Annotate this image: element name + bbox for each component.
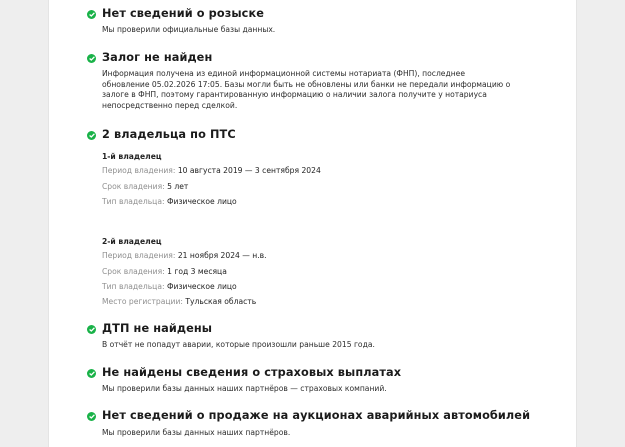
pledge-text — [102, 69, 522, 111]
pledge-title: Залог не найден — [102, 51, 213, 64]
field-value: 5 лет — [167, 182, 189, 191]
field-value: Физическое лицо — [167, 282, 237, 291]
check-circle-icon — [87, 325, 96, 334]
pledge-text-line: Информация получена из единой информационной системы нотариата (ФНП), последнее — [102, 69, 466, 78]
owner2-heading: 2-й владелец — [102, 237, 162, 246]
owner2-term — [102, 267, 227, 276]
pledge-text-line: залоге в ФНП, поэтому гарантированную информацию о наличии залога получите у нотариуса — [102, 90, 487, 99]
wanted-text: Мы проверили официальные базы данных. — [102, 25, 276, 34]
field-label: Период владения: — [102, 166, 176, 175]
owner2-registration — [102, 297, 256, 306]
field-label: Срок владения: — [102, 182, 165, 191]
auctions-text: Мы проверили базы данных наших партнёров. — [102, 428, 291, 437]
field-value: Тульская область — [185, 297, 257, 306]
owner2-type — [102, 282, 237, 291]
insurance-title: Не найдены сведения о страховых выплатах — [102, 366, 402, 379]
field-label: Срок владения: — [102, 267, 165, 276]
auctions-title: Нет сведений о продаже на аукционах аварийных автомобилей — [102, 409, 531, 422]
owner1-term — [102, 182, 188, 191]
field-label: Место регистрации: — [102, 297, 183, 306]
field-value: 21 ноября 2024 — н.в. — [177, 251, 267, 260]
report-card — [48, 0, 577, 447]
owner2-period — [102, 251, 267, 260]
check-circle-icon — [87, 54, 96, 63]
field-value: Физическое лицо — [167, 197, 237, 206]
field-label: Тип владельца: — [102, 282, 165, 291]
field-value: 10 августа 2019 — 3 сентября 2024 — [177, 166, 321, 175]
wanted-title: Нет сведений о розыске — [102, 7, 265, 20]
owners-title: 2 владельца по ПТС — [102, 128, 236, 141]
pledge-text-line: обновление 05.02.2026 17:05. Базы могли быть не обновлены или банки не передали информацию о — [102, 79, 511, 89]
check-circle-icon — [87, 131, 96, 140]
field-value: 1 год 3 месяца — [167, 267, 227, 276]
owner1-heading: 1-й владелец — [102, 152, 162, 161]
check-circle-icon — [87, 369, 96, 378]
check-circle-icon — [87, 412, 96, 421]
insurance-text: Мы проверили базы данных наших партнёров — страховых компаний. — [102, 384, 387, 393]
accidents-text: В отчёт не попадут аварии, которые произошли раньше 2015 года. — [102, 340, 375, 349]
accidents-title: ДТП не найдены — [102, 322, 213, 335]
field-label: Тип владельца: — [102, 197, 165, 206]
owner1-period — [102, 166, 321, 175]
field-label: Период владения: — [102, 251, 176, 260]
pledge-text-line: непосредственно перед сделкой. — [102, 100, 238, 110]
owner1-type — [102, 197, 237, 206]
check-circle-icon — [87, 10, 96, 19]
